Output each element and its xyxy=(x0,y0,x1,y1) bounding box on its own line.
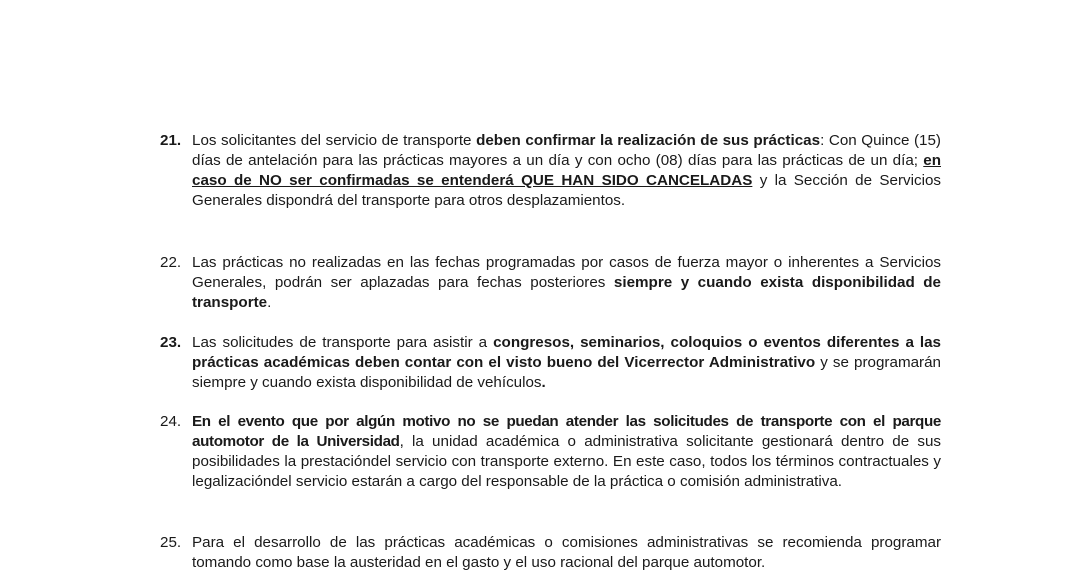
bold-emphasis: congresos, seminarios, coloquios o eventos diferentes a las prácticas académicas deben contar con el visto bueno del Vicerrector Administrativo xyxy=(192,334,941,371)
list-item-21 xyxy=(160,131,941,211)
item-number: 25. xyxy=(160,534,182,551)
item-number: 24. xyxy=(160,413,182,430)
item-number: 21. xyxy=(160,132,182,149)
list-item-25 xyxy=(160,533,941,573)
item-text: Las solicitudes de transporte para asistir a congresos, seminarios, coloquios o eventos diferentes a las prácticas académicas deben contar con el visto bueno del Vicerrector Administrativo y se programarán siempre y cuando exista disponibilidad de vehículos. xyxy=(192,334,941,391)
bold-emphasis: siempre y cuando exista disponibilidad de transporte xyxy=(192,274,941,311)
list-item-23 xyxy=(160,333,941,393)
item-text: Las prácticas no realizadas en las fechas programadas por casos de fuerza mayor o inherentes a Servicios Generales, podrán ser aplazadas para fechas posteriores siempre y cuando exista disponibilidad de transporte. xyxy=(192,254,941,311)
item-text: Para el desarrollo de las prácticas académicas o comisiones administrativas se recomienda programar tomando como base la austeridad en el gasto y el uso racional del parque automotor. xyxy=(192,534,941,571)
underlined-warning: en caso de NO ser confirmadas se entenderá QUE HAN SIDO CANCELADAS xyxy=(192,152,941,189)
item-number: 23. xyxy=(160,334,182,351)
item-text: Los solicitantes del servicio de transporte deben confirmar la realización de sus prácticas: Con Quince (15) días de antelación para las prácticas mayores a un día y con ocho (08) días para las prácticas de un día; en caso de NO ser confirmadas se entenderá QUE HAN SIDO CANCELADAS y la Sección de Servicios Generales dispondrá del transporte para otros desplazamientos. xyxy=(192,132,941,209)
list-item-24 xyxy=(160,412,941,492)
list-item-22 xyxy=(160,253,941,313)
bold-emphasis: deben confirmar la realización de sus prácticas xyxy=(476,132,821,149)
item-text: En el evento que por algún motivo no se puedan atender las solicitudes de transporte con el parque automotor de la Universidad, la unidad académica o administrativa solicitante gestionará dentro de sus posibilidades la prestacióndel servicio con transporte externo. En este caso, todos los términos contractuales y legalizacióndel servicio estarán a cargo del responsable de la práctica o comisión administrativa. xyxy=(192,413,941,490)
item-number: 22. xyxy=(160,254,182,271)
bold-emphasis: En el evento que por algún motivo no se puedan atender las solicitudes de transporte con el parque automotor de la Universidad xyxy=(192,413,941,450)
